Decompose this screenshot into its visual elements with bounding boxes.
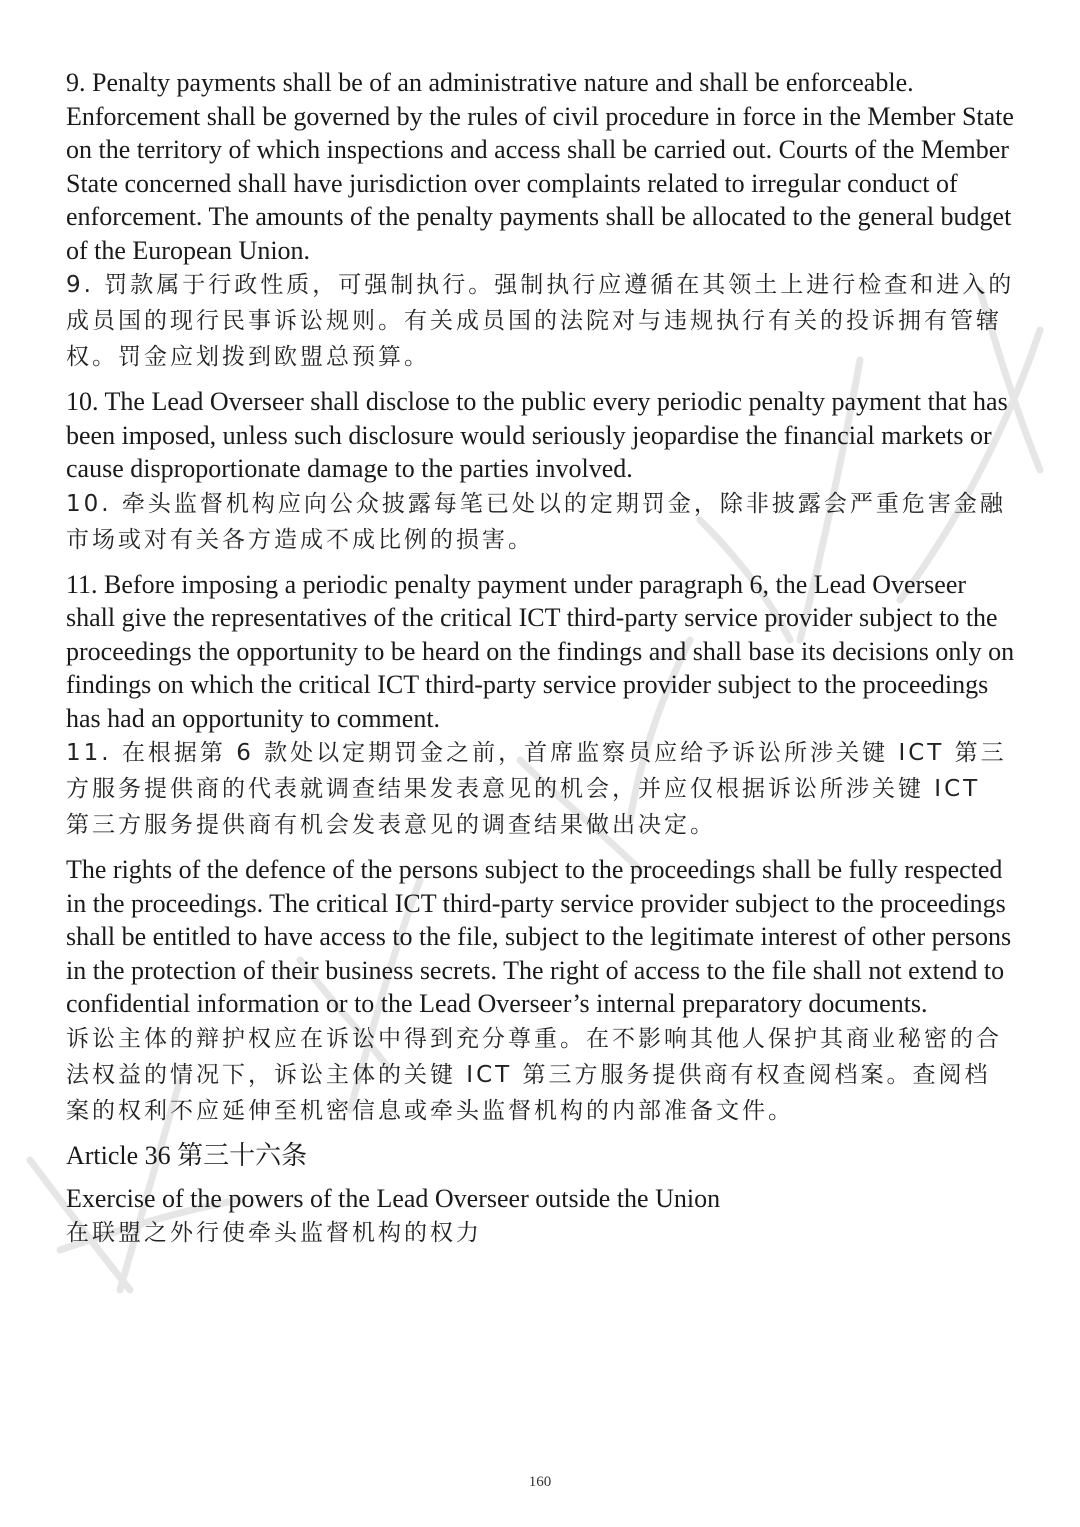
paragraph-11: [66, 568, 1016, 844]
paragraph-10: [66, 385, 1016, 558]
article-number: Article 36 第三十六条: [66, 1140, 308, 1170]
rights-of-defence-english: The rights of the defence of the persons subject to the proceedings shall be fully respected in the proceedings. The critical ICT third-party service provider subject to the proceedings shall be entitled to have access to the file, subject to the legitimate interest of other persons in the protection of their business secrets. The right of access to the file shall not extend to confidential information or to the Lead Overseer’s internal preparatory documents.: [66, 855, 1012, 1018]
paragraph-9-chinese: 9. 罚款属于行政性质，可强制执行。强制执行应遵循在其领土上进行检查和进入的成员国的现行民事诉讼规则。有关成员国的法院对与违规执行有关的投诉拥有管辖权。罚金应划拨到欧盟总预算。: [66, 272, 1015, 370]
paragraph-11-chinese: 11. 在根据第 6 款处以定期罚金之前，首席监察员应给予诉讼所涉关键 ICT 第三方服务提供商的代表就调查结果发表意见的机会，并应仅根据诉讼所涉关键 ICT 第三方服务提供商有机会发表意见的调查结果做出决定。: [66, 740, 1007, 838]
paragraph-9: [66, 66, 1016, 375]
article-title-block: [66, 1182, 1016, 1251]
document-page: [66, 66, 1016, 1261]
rights-of-defence-chinese: 诉讼主体的辩护权应在诉讼中得到充分尊重。在不影响其他人保护其商业秘密的合法权益的情况下，诉讼主体的关键 ICT 第三方服务提供商有权查阅档案。查阅档案的权利不应延伸至机密信息或牵头监督机构的内部准备文件。: [66, 1025, 1002, 1124]
article-title-chinese: 在联盟之外行使牵头监督机构的权力: [66, 1219, 482, 1246]
page-number: 160: [528, 1474, 552, 1490]
paragraph-11-english: 11. Before imposing a periodic penalty payment under paragraph 6, the Lead Overseer shall give the representatives of the critical ICT third-party service provider subject to the proceedings the opportunity to be heard on the findings and shall base its decisions only on findings on which the critical ICT third-party service provider subject to the proceedings has had an opportunity to comment.: [66, 569, 1015, 733]
article-number-block: [66, 1139, 1016, 1172]
paragraph-10-english: 10. The Lead Overseer shall disclose to the public every periodic penalty payment that has been imposed, unless such disclosure would seriously jeopardise the financial markets or cause disproportionate damage to the parties involved.: [66, 387, 1008, 483]
paragraph-10-chinese: 10. 牵头监督机构应向公众披露每笔已处以的定期罚金，除非披露会严重危害金融市场或对有关各方造成不成比例的损害。: [66, 490, 1006, 553]
paragraph-9-english: 9. Penalty payments shall be of an administrative nature and shall be enforceable. Enforcement shall be governed by the rules of civil procedure in force in the Member State on the territory of which inspections and access shall be carried out. Courts of the Member State concerned shall have jurisdiction over complaints related to irregular conduct of enforcement. The amounts of the penalty payments shall be allocated to the general budget of the European Union.: [66, 68, 1014, 265]
paragraph-rights-of-defence: [66, 853, 1016, 1129]
article-title-english: Exercise of the powers of the Lead Overseer outside the Union: [66, 1183, 721, 1213]
